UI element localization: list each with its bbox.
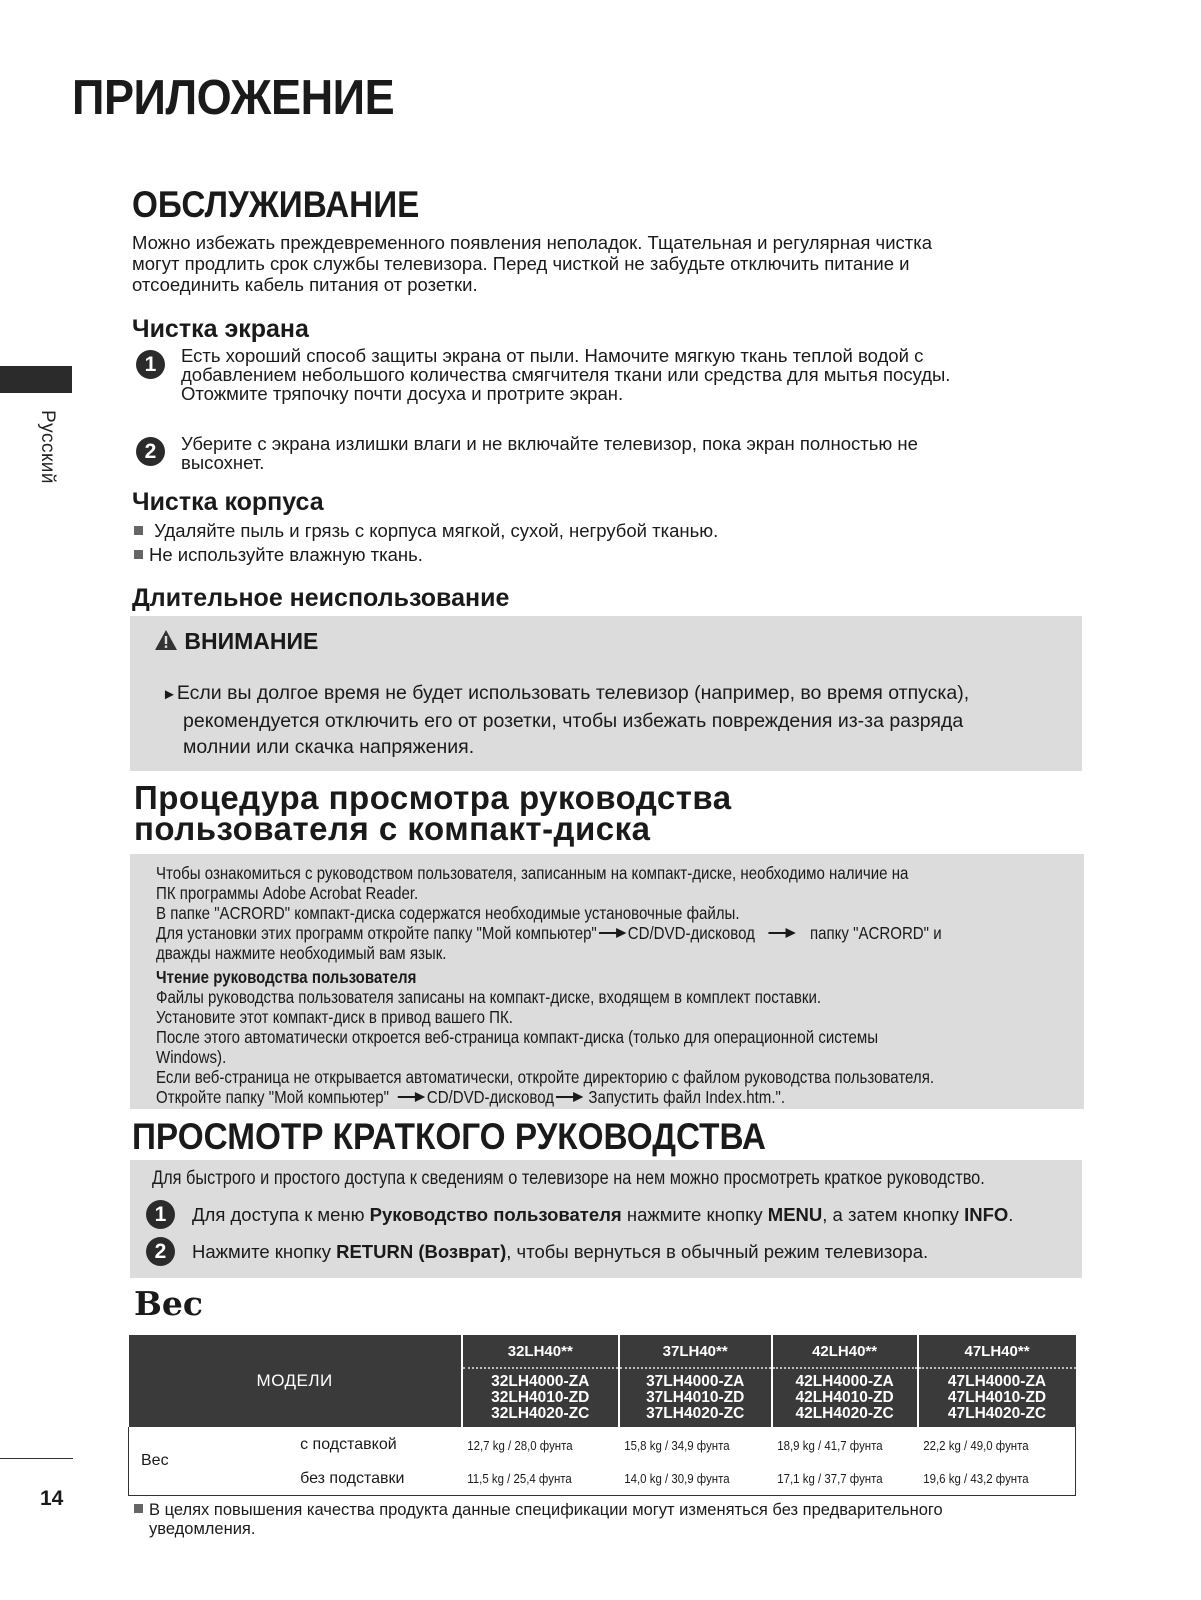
model-list (918, 1368, 1076, 1427)
weight-cell: 11,5 kg / 25,4 фунта (462, 1463, 600, 1495)
step-line: Отожмите тряпочку почти досуха и протрите экран. (181, 383, 624, 404)
screen-cleaning-title: Чистка экрана (132, 315, 309, 343)
warning-triangle-icon (154, 629, 178, 651)
weight-cell: 19,6 kg / 43,2 фунта (918, 1463, 1057, 1495)
cd-manual-text (156, 863, 942, 1107)
weight-cell: 22,2 kg / 49,0 фунта (918, 1427, 1057, 1463)
model-list (772, 1368, 918, 1427)
model-name: 37LH4010-ZD (646, 1389, 745, 1406)
text-line (156, 1087, 942, 1107)
text-line: ПК программы Adobe Acrobat Reader. (156, 883, 419, 903)
bullet-text: Удаляйте пыль и грязь с корпуса мягкой, сухой, негрубой тканью. (154, 520, 719, 541)
body-bullet-1 (134, 520, 718, 541)
text-segment: нажмите кнопку (621, 1204, 768, 1225)
quick-guide-step-1 (192, 1204, 1013, 1225)
body-bullet-2 (134, 544, 423, 565)
weight-row-label: Вес (129, 1427, 291, 1495)
warning-title: ВНИМАНИЕ (184, 628, 319, 654)
heading-line: пользователя с компакт-диска (134, 810, 651, 847)
maintenance-heading: ОБСЛУЖИВАНИЕ (132, 184, 420, 225)
pointer-triangle-icon: ► (162, 686, 177, 703)
model-name: 42LH4000-ZA (795, 1373, 894, 1390)
page-title: ПРИЛОЖЕНИЕ (72, 71, 395, 125)
quick-guide-box (130, 1160, 1082, 1278)
text-segment: INFO (964, 1204, 1009, 1225)
step-line: добавлением небольшого количества смягчителя ткани или средства для мытья посуды. (181, 364, 951, 385)
language-tab-label: Русский (37, 410, 58, 484)
model-name: 47LH4010-ZD (947, 1389, 1047, 1406)
model-name: 42LH4010-ZD (795, 1389, 894, 1406)
model-name: 32LH4000-ZA (491, 1373, 590, 1390)
models-header: МОДЕЛИ (256, 1371, 333, 1390)
step-number-2: 2 (146, 1237, 175, 1266)
cd-manual-box (130, 854, 1084, 1109)
text-segment: , а затем кнопку (822, 1204, 965, 1225)
bullet-square-icon (134, 1504, 143, 1513)
intro-line: могут продлить срок службы телевизора. Перед чисткой не забудьте отключить питание и (132, 253, 910, 274)
text-segment: Для доступа к меню (192, 1204, 370, 1225)
screen-step-2 (181, 434, 1081, 472)
step-number-1: 1 (146, 1200, 175, 1229)
text-segment: Для установки этих программ откройте папку "Мой компьютер" (156, 923, 597, 943)
text-segment: Запустить файл Index.htm.". (588, 1087, 786, 1107)
warning-heading (154, 628, 318, 655)
model-name: 32LH4020-ZC (491, 1405, 590, 1422)
cd-manual-subheading: Чтение руководства пользователя (156, 967, 417, 987)
maintenance-intro (132, 232, 1082, 295)
weight-cell: 18,9 kg / 41,7 фунта (776, 1437, 883, 1453)
model-list (462, 1368, 619, 1427)
text-line: Чтобы ознакомиться с руководством пользователя, записанным на компакт-диске, необходимо наличие на (156, 863, 909, 883)
weight-table (128, 1335, 1076, 1496)
text-line: Windows). (156, 1047, 227, 1067)
model-name: 37LH4000-ZA (646, 1373, 745, 1390)
footer-divider (0, 1458, 73, 1459)
intro-line: Можно избежать преждевременного появления неполадок. Тщательная и регулярная чистка (132, 232, 933, 253)
warning-line: молнии или скачка напряжения. (183, 736, 475, 758)
model-list (619, 1368, 772, 1427)
step-line: Уберите с экрана излишки влаги и не включайте телевизор, пока экран полностью не (181, 433, 918, 454)
text-line: Файлы руководства пользователя записаны на компакт-диске, входящем в комплект поставки. (156, 987, 822, 1007)
screen-step-1 (181, 346, 1081, 403)
warning-line: Если вы долгое время не будет использовать телевизор (например, во время отпуска), (176, 682, 970, 704)
arrow-right-icon (769, 928, 797, 938)
weight-cell: 14,0 kg / 30,9 фунта (619, 1463, 754, 1495)
quick-guide-step-2 (192, 1241, 928, 1262)
text-segment: CD/DVD-дисковод (627, 923, 755, 943)
text-line: дважды нажмите необходимый вам язык. (156, 943, 447, 963)
text-segment: CD/DVD-дисковод (426, 1087, 555, 1107)
arrow-right-icon (398, 1092, 426, 1102)
heading-line: Процедура просмотра руководства (134, 779, 732, 816)
specs-note (134, 1501, 943, 1539)
weight-cell: 17,1 kg / 37,7 фунта (772, 1463, 900, 1495)
body-cleaning-title: Чистка корпуса (132, 488, 324, 516)
quick-guide-heading: ПРОСМОТР КРАТКОГО РУКОВОДСТВА (132, 1116, 766, 1157)
text-line: Если веб-страница не открывается автоматически, откройте директорию с файлом руководства пользователя. (156, 1067, 935, 1087)
text-segment: RETURN (Возврат) (336, 1241, 507, 1262)
with-stand-label: с подставкой (300, 1436, 397, 1453)
step-line: Есть хороший способ защиты экрана от пыли. Намочите мягкую ткань теплой водой с (181, 345, 924, 366)
series-header: 32LH40** (462, 1335, 619, 1368)
extended-unused-title: Длительное неиспользование (132, 584, 510, 612)
model-name: 42LH4020-ZC (795, 1405, 894, 1422)
step-number-2: 2 (136, 437, 165, 466)
warning-text (162, 680, 1072, 760)
text-segment: Руководство пользователя (369, 1204, 622, 1225)
text-segment: . (1008, 1204, 1014, 1225)
quick-guide-intro: Для быстрого и простого доступа к сведениям о телевизоре на нем можно просмотреть краткое руководство. (152, 1168, 985, 1189)
page-number: 14 (40, 1487, 64, 1510)
text-line (156, 923, 942, 943)
note-line: уведомления. (149, 1520, 256, 1538)
model-name: 37LH4020-ZC (646, 1405, 745, 1422)
weight-cell: 12,7 kg / 28,0 фунта (467, 1437, 573, 1453)
model-name: 47LH4000-ZA (947, 1373, 1047, 1390)
text-line: После этого автоматически откроется веб-страница компакт-диска (только для операционной системы (156, 1027, 879, 1047)
text-line: В папке "ACRORD" компакт-диска содержатся необходимые установочные файлы. (156, 903, 740, 923)
series-header: 37LH40** (619, 1335, 772, 1368)
warning-line: рекомендуется отключить его от розетки, чтобы избежать повреждения из-за разряда (183, 710, 964, 732)
step-line: высохнет. (181, 452, 265, 473)
bullet-text: Не используйте влажную ткань. (149, 544, 423, 565)
weight-heading: Вес (134, 1284, 203, 1323)
weight-cell: 15,8 kg / 34,9 фунта (623, 1437, 730, 1453)
text-segment: Откройте папку "Мой компьютер" (156, 1087, 389, 1107)
intro-line: отсоединить кабель питания от розетки. (132, 274, 478, 295)
step-number-1: 1 (136, 350, 165, 379)
text-segment: папку "ACRORD" и (809, 923, 942, 943)
text-line: Установите этот компакт-диск в привод вашего ПК. (156, 1007, 513, 1027)
arrow-right-icon (599, 928, 627, 938)
text-segment: , чтобы вернуться в обычный режим телевизора. (506, 1241, 929, 1262)
text-segment: MENU (767, 1204, 823, 1225)
text-segment: Нажмите кнопку (192, 1241, 337, 1262)
warning-box (130, 616, 1082, 771)
without-stand-label: без подставки (290, 1463, 462, 1495)
model-name: 47LH4020-ZC (947, 1405, 1047, 1422)
cd-manual-heading (134, 779, 732, 847)
note-line: В целях повышения качества продукта данные спецификации могут изменяться без предварительного (149, 1501, 943, 1519)
series-header: 47LH40** (918, 1335, 1076, 1368)
arrow-right-icon (556, 1092, 584, 1102)
bullet-square-icon (134, 550, 143, 559)
series-header: 42LH40** (772, 1335, 918, 1368)
model-name: 32LH4010-ZD (491, 1389, 590, 1406)
language-tab-marker (0, 366, 72, 393)
bullet-square-icon (134, 526, 143, 535)
